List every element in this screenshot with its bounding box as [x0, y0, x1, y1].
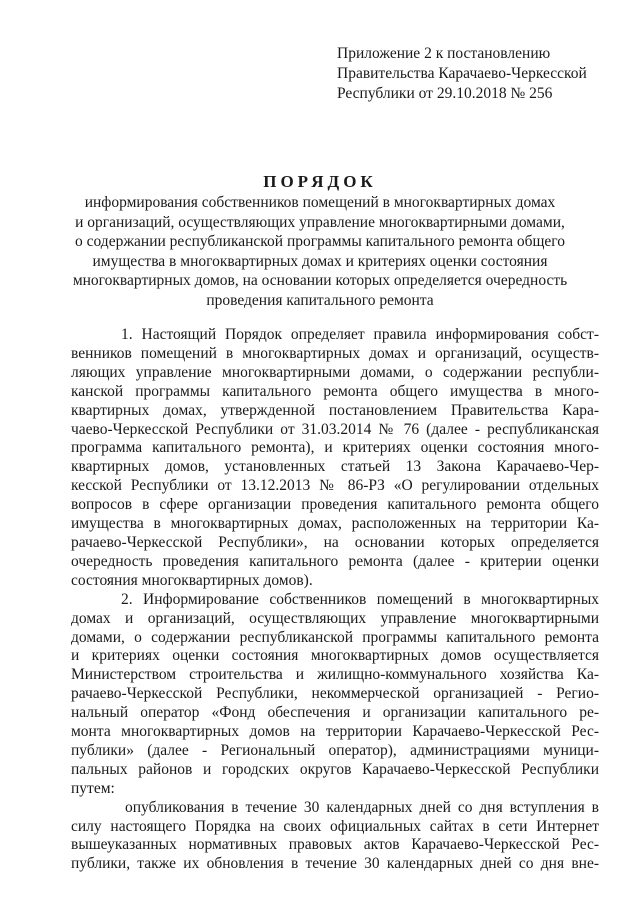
text-line: монта многоквартирных домов на территории Карачаево-Черкесской Рес-	[71, 723, 599, 741]
annex-note	[337, 44, 627, 104]
text-line: и критериях оценки состояния многоквартирных домов осуществляется	[71, 647, 599, 665]
text-line: имущества в многоквартирных домах, расположенных на территории Ка-	[71, 515, 599, 533]
text-line: нальный оператор «Фонд обеспечения и организации капитального ре-	[71, 704, 599, 722]
text-line: вышеуказанных нормативных правовых актов Карачаево-Черкесской Рес-	[71, 836, 599, 854]
text-line: канской программы капитального ремонта общего имущества в много-	[71, 382, 599, 400]
paragraph-1	[71, 326, 599, 591]
text-line: домах и организаций, осуществляющих управление многоквартирными	[71, 609, 599, 627]
text-line: рачаево-Черкесской Республики», на основании которых определяется	[71, 533, 599, 551]
text-line: публики, также их обновления в течение 30 календарных дней со дня вне-	[71, 855, 599, 873]
annex-line: Республики от 29.10.2018 № 256	[337, 85, 553, 102]
annex-line: Правительства Карачаево-Черкесской	[337, 65, 587, 82]
subtitle-line: информирования собственников помещений в многоквартирных домах	[84, 194, 556, 211]
text-line: путем:	[71, 779, 115, 797]
text-line: кесской Республики от 13.12.2013 № 86-РЗ «О регулировании отдельных	[71, 477, 599, 495]
text-line: домами, о содержании республиканской программы капитального ремонта	[71, 628, 599, 646]
subtitle-line: многоквартирных домов, на основании которых определяется очередность	[72, 272, 568, 289]
paragraph-2	[71, 591, 599, 799]
text-line: квартирных домов, установленных статьей 13 Закона Карачаево-Чер-	[71, 458, 599, 476]
text-line: силу настоящего Порядка на своих официальных сайтах в сети Интернет	[71, 817, 599, 835]
text-line: 1. Настоящий Порядок определяет правила информирования собст-	[121, 326, 599, 343]
annex-line: Приложение 2 к постановлению	[337, 45, 551, 62]
text-line: состояния многоквартирных домов).	[71, 571, 313, 589]
subtitle-line: проведения капитального ремонта	[206, 291, 434, 309]
text-line: Министерством строительства и жилищно-коммунального хозяйства Ка-	[71, 666, 599, 684]
text-line: рачаево-Черкесской Республики, некоммерческой организацией - Регио-	[71, 685, 599, 703]
text-line: программа капитального ремонта), и критериях оценки состояния много-	[71, 439, 599, 457]
document-subtitle	[60, 193, 580, 310]
text-line: публики» (далее - Региональный оператор), администрациями муници-	[71, 741, 599, 759]
subtitle-line: имущества в многоквартирных домах и критериях оценки состояния	[92, 252, 548, 270]
document-title: ПОРЯДОК	[263, 172, 377, 191]
text-line: пальных районов и городских округов Карачаево-Черкесской Республики	[71, 760, 599, 778]
text-line: 2. Информирование собственников помещений в многоквартирных	[121, 590, 599, 608]
text-line: очередность проведения капитального ремонта (далее - критерии оценки	[71, 552, 599, 570]
text-line: ляющих управление многоквартирными домами, о содержании республи-	[71, 363, 599, 381]
document-body	[71, 326, 599, 874]
text-line: венников помещений в многоквартирных домах и организаций, осуществ-	[71, 344, 599, 362]
subtitle-line: о содержании республиканской программы капитального ремонта общего	[75, 233, 565, 250]
text-line: чаево-Черкесской Республики от 31.03.2014 № 76 (далее - республиканская	[71, 420, 599, 438]
paragraph-3	[71, 799, 599, 875]
text-line: опубликования в течение 30 календарных дней со дня вступления в	[125, 798, 599, 816]
text-line: вопросов в сфере организации проведения капитального ремонта общего	[71, 496, 599, 514]
subtitle-line: и организаций, осуществляющих управление многоквартирными домами,	[75, 213, 565, 231]
text-line: квартирных домах, утвержденной постановлением Правительства Кара-	[71, 401, 599, 419]
